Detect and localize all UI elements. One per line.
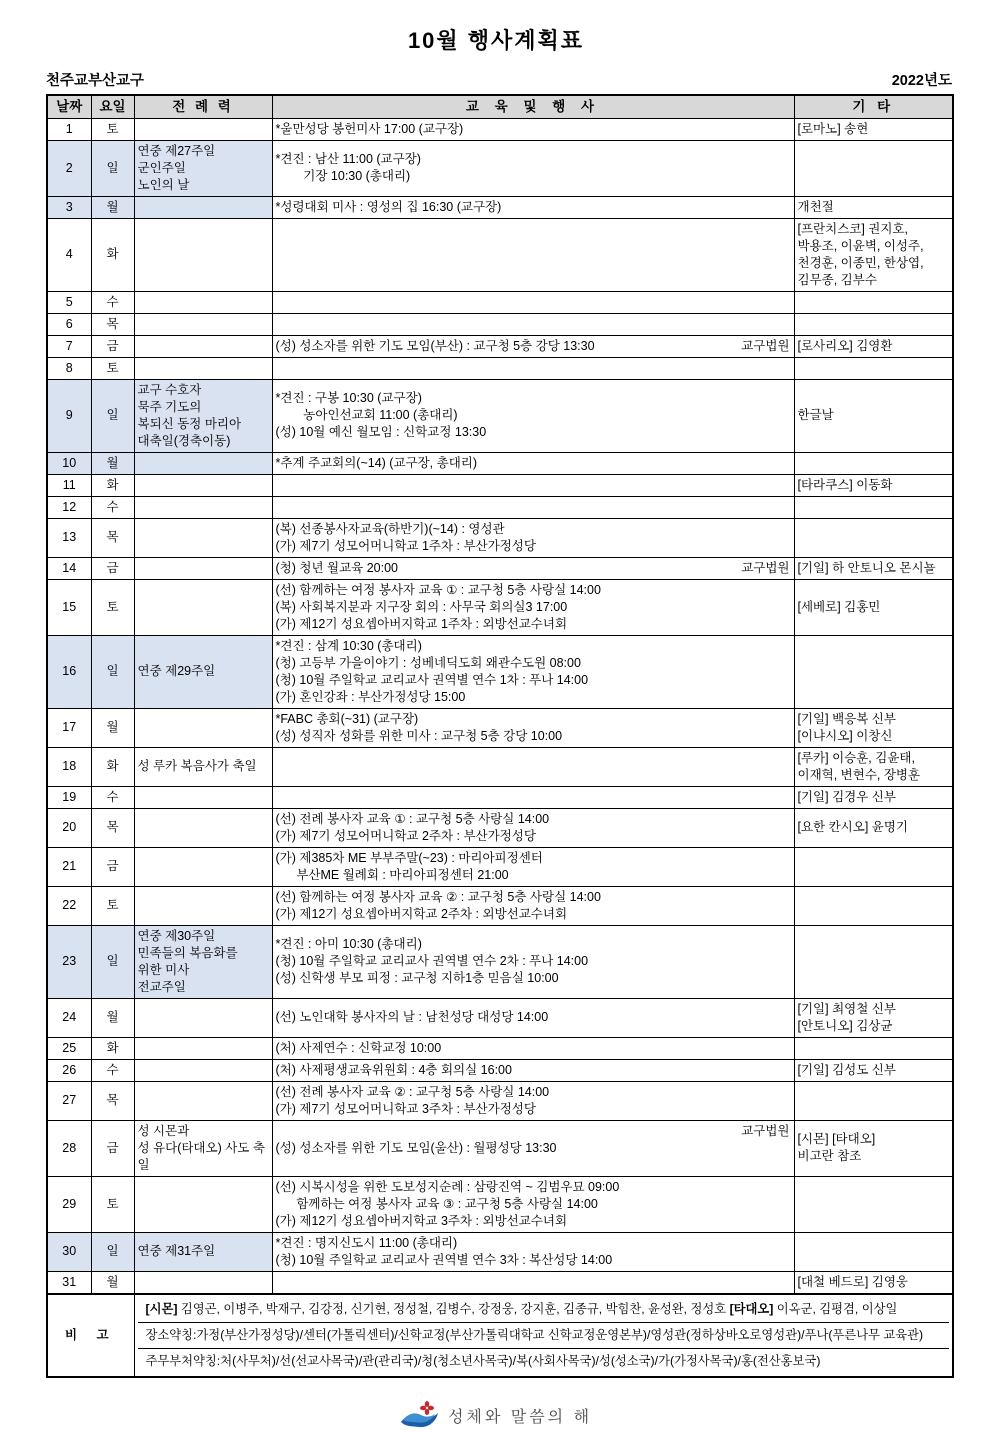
- table-header-row: [47, 95, 953, 118]
- day-cell: 토: [91, 886, 134, 925]
- event-line: (선) 노인대학 봉사자의 날 : 남천성당 대성당 14:00: [275, 1010, 549, 1024]
- date-cell: 12: [47, 496, 91, 518]
- liturgy-line: 대축일(경축이동): [137, 433, 231, 448]
- events-cell: [272, 218, 794, 291]
- day-cell: 화: [91, 474, 134, 496]
- schedule-row: [47, 886, 953, 925]
- liturgy-cell: [134, 196, 272, 218]
- date-cell: 1: [47, 118, 91, 140]
- date-cell: 22: [47, 886, 91, 925]
- day-cell: 화: [91, 747, 134, 786]
- schedule-row: [47, 925, 953, 998]
- day-cell: 토: [91, 579, 134, 635]
- liturgy-cell: [134, 379, 272, 452]
- event-line: *견진 : 남산 11:00 (교구장): [275, 152, 421, 166]
- etc-cell: [794, 118, 953, 140]
- etc-cell: [794, 1176, 953, 1232]
- event-line: (가) 제7기 성모어머니학교 2주차 : 부산가정성당: [275, 828, 536, 843]
- etc-cell: [794, 1037, 953, 1059]
- schedule-row: [47, 747, 953, 786]
- etc-cell: [794, 196, 953, 218]
- date-cell: 23: [47, 925, 91, 998]
- schedule-row: [47, 196, 953, 218]
- events-cell: [272, 140, 794, 196]
- etc-line: [기일] 백응복 신부: [797, 711, 896, 726]
- schedule-row: [47, 218, 953, 291]
- event-line: (가) 혼인강좌 : 부산가정성당 15:00: [275, 689, 466, 704]
- date-cell: 18: [47, 747, 91, 786]
- event-line: 부산ME 월례회 : 마리아피정센터 21:00: [275, 867, 509, 882]
- date-cell: 7: [47, 335, 91, 357]
- etc-cell: [794, 786, 953, 808]
- note-line: 장소약칭:가정(부산가정성당)/센터(가톨릭센터)/신학교정(부산가톨릭대학교 신학교정운영본부)/영성관(정하상바오로영성관)/푸나(푸른나무 교육관): [138, 1323, 950, 1349]
- etc-cell: [794, 886, 953, 925]
- etc-line: 김무종, 김부수: [797, 272, 877, 287]
- events-cell: [272, 118, 794, 140]
- liturgy-cell: [134, 1271, 272, 1294]
- event-line: *견진 : 아미 10:30 (총대리): [275, 937, 422, 951]
- events-cell: [272, 291, 794, 313]
- etc-cell: [794, 998, 953, 1037]
- liturgy-line: 성 시몬과: [137, 1123, 190, 1138]
- date-cell: 15: [47, 579, 91, 635]
- etc-cell: [794, 635, 953, 708]
- liturgy-line: 위한 미사: [137, 962, 190, 977]
- day-cell: 수: [91, 496, 134, 518]
- etc-cell: [794, 291, 953, 313]
- schedule-row: [47, 808, 953, 847]
- events-cell: [272, 335, 794, 357]
- events-cell: [272, 1176, 794, 1232]
- date-cell: 13: [47, 518, 91, 557]
- events-cell: [272, 635, 794, 708]
- note-line: [시몬] 김영곤, 이병주, 박재구, 김강정, 신기현, 정성철, 김병수, 강정웅, 강지훈, 김종규, 박힘찬, 윤성완, 정성호 [타대오] 이옥군, 김평겸, 이상일: [138, 1297, 950, 1323]
- liturgy-cell: [134, 118, 272, 140]
- date-cell: 28: [47, 1120, 91, 1176]
- day-cell: 월: [91, 452, 134, 474]
- schedule-row: [47, 998, 953, 1037]
- date-cell: 26: [47, 1059, 91, 1081]
- etc-line: 비고란 참조: [797, 1149, 862, 1163]
- etc-line: [기일] 최영철 신부: [797, 1001, 896, 1016]
- liturgy-line: 연중 제30주일: [137, 928, 216, 943]
- day-cell: 월: [91, 196, 134, 218]
- date-cell: 27: [47, 1081, 91, 1120]
- day-cell: 일: [91, 1232, 134, 1271]
- date-cell: 19: [47, 786, 91, 808]
- events-cell: [272, 379, 794, 452]
- etc-cell: [794, 1120, 953, 1176]
- liturgy-cell: [134, 452, 272, 474]
- event-line: (가) 제385차 ME 부부주말(~23) : 마리아피정센터: [275, 850, 543, 865]
- event-line: *견진 : 삼계 10:30 (총대리): [275, 638, 422, 653]
- day-cell: 토: [91, 1176, 134, 1232]
- schedule-row: [47, 496, 953, 518]
- schedule-row: [47, 518, 953, 557]
- event-line: 함께하는 여정 봉사자 교육 ③ : 교구청 5층 사랑실 14:00: [275, 1196, 598, 1211]
- events-cell: [272, 998, 794, 1037]
- events-cell: [272, 708, 794, 747]
- liturgy-cell: [134, 496, 272, 518]
- date-cell: 16: [47, 635, 91, 708]
- event-line: (선) 시복시성을 위한 도보성지순례 : 삼랑진역 ~ 김범우묘 09:00: [275, 1179, 620, 1194]
- col-header-date: 날짜: [47, 95, 91, 118]
- event-line: (선) 함께하는 여정 봉사자 교육 ① : 교구청 5층 사랑실 14:00: [275, 582, 601, 597]
- etc-line: [세베로] 김홍민: [797, 599, 881, 614]
- etc-cell: [794, 452, 953, 474]
- event-line: (가) 제12기 성요셉아버지학교 2주차 : 외방선교수녀회: [275, 906, 568, 921]
- etc-line: 이재혁, 변현수, 장병훈: [797, 767, 921, 782]
- event-line: (청) 고등부 가을이야기 : 성베네딕도회 왜관수도원 08:00: [275, 655, 581, 670]
- schedule-row: [47, 313, 953, 335]
- liturgy-cell: [134, 474, 272, 496]
- schedule-row: [47, 474, 953, 496]
- liturgy-line: 군인주일: [137, 160, 186, 175]
- liturgy-line: 성 유다(타대오) 사도 축일: [137, 1140, 265, 1172]
- event-line: (가) 제12기 성요셉아버지학교 1주차 : 외방선교수녀회: [275, 616, 568, 631]
- etc-cell: [794, 313, 953, 335]
- date-cell: 25: [47, 1037, 91, 1059]
- liturgy-line: 민족들의 복음화를: [137, 945, 238, 960]
- etc-line: 개천절: [797, 199, 834, 214]
- liturgy-line: 묵주 기도의: [137, 399, 202, 414]
- schedule-row: [47, 847, 953, 886]
- events-cell: [272, 518, 794, 557]
- schedule-row: [47, 357, 953, 379]
- etc-line: [루카] 이승훈, 김윤태,: [797, 750, 915, 765]
- etc-line: [이냐시오] 이창신: [797, 728, 893, 743]
- etc-line: 천경훈, 이종민, 한상엽,: [797, 255, 924, 270]
- schedule-row: [47, 291, 953, 313]
- col-header-day: 요일: [91, 95, 134, 118]
- etc-line: [대철 베드로] 김영웅: [797, 1274, 908, 1289]
- events-cell: [272, 474, 794, 496]
- liturgy-line: 교구 수호자: [137, 382, 202, 397]
- schedule-row: [47, 579, 953, 635]
- liturgy-cell: [134, 557, 272, 579]
- events-cell: [272, 579, 794, 635]
- events-cell: [272, 1120, 794, 1176]
- liturgy-cell: [134, 635, 272, 708]
- day-cell: 일: [91, 140, 134, 196]
- etc-cell: [794, 335, 953, 357]
- day-cell: 화: [91, 1037, 134, 1059]
- day-cell: 목: [91, 808, 134, 847]
- schedule-table: [46, 94, 954, 1378]
- events-cell: [272, 357, 794, 379]
- liturgy-cell: [134, 291, 272, 313]
- liturgy-cell: [134, 313, 272, 335]
- events-cell: [272, 1059, 794, 1081]
- etc-cell: [794, 496, 953, 518]
- liturgy-cell: [134, 998, 272, 1037]
- date-cell: 29: [47, 1176, 91, 1232]
- schedule-row: [47, 557, 953, 579]
- etc-line: [기일] 김경우 신부: [797, 789, 896, 804]
- date-cell: 11: [47, 474, 91, 496]
- liturgy-cell: [134, 708, 272, 747]
- day-cell: 목: [91, 518, 134, 557]
- etc-line: [로마노] 송현: [797, 121, 869, 136]
- date-cell: 24: [47, 998, 91, 1037]
- events-cell: [272, 1081, 794, 1120]
- date-cell: 6: [47, 313, 91, 335]
- date-cell: 9: [47, 379, 91, 452]
- date-cell: 31: [47, 1271, 91, 1294]
- liturgy-cell: [134, 1120, 272, 1176]
- event-line: (가) 제12기 성요셉아버지학교 3주차 : 외방선교수녀회: [275, 1213, 568, 1228]
- event-line: *추계 주교회의(~14) (교구장, 총대리): [275, 455, 478, 470]
- date-cell: 17: [47, 708, 91, 747]
- schedule-row: [47, 1232, 953, 1271]
- dept-label: 교구법원: [741, 1123, 790, 1138]
- date-cell: 10: [47, 452, 91, 474]
- liturgy-line: 노인의 날: [137, 177, 190, 192]
- footer-slogan: 성체와 말씀의 해: [447, 1409, 593, 1426]
- liturgy-cell: [134, 357, 272, 379]
- liturgy-line: 복되신 동정 마리아: [137, 416, 242, 431]
- day-cell: 월: [91, 1271, 134, 1294]
- liturgy-cell: [134, 218, 272, 291]
- day-cell: 일: [91, 635, 134, 708]
- liturgy-cell: [134, 808, 272, 847]
- etc-line: [요한 칸시오] 윤명기: [797, 820, 908, 834]
- event-line: *성령대회 미사 : 영성의 집 16:30 (교구장): [275, 199, 502, 214]
- event-line: *울만성당 봉헌미사 17:00 (교구장): [275, 121, 464, 136]
- schedule-row: [47, 379, 953, 452]
- day-cell: 금: [91, 1120, 134, 1176]
- day-cell: 금: [91, 557, 134, 579]
- schedule-row: [47, 140, 953, 196]
- etc-cell: [794, 847, 953, 886]
- etc-line: [시몬] [타대오]: [797, 1132, 876, 1146]
- etc-line: [기일] 하 안토니오 몬시뇰: [797, 560, 936, 575]
- liturgy-cell: [134, 1059, 272, 1081]
- day-cell: 목: [91, 1081, 134, 1120]
- event-line: 기장 10:30 (총대리): [275, 169, 411, 183]
- events-cell: [272, 313, 794, 335]
- day-cell: 화: [91, 218, 134, 291]
- day-cell: 수: [91, 1059, 134, 1081]
- events-cell: [272, 557, 794, 579]
- etc-line: [기일] 김성도 신부: [797, 1062, 896, 1077]
- etc-cell: [794, 1232, 953, 1271]
- col-header-liturgy: 전 례 력: [134, 95, 272, 118]
- event-line: *FABC 총회(~31) (교구장): [275, 711, 419, 726]
- event-line: (처) 사제평생교육위원회 : 4층 회의실 16:00: [275, 1062, 512, 1077]
- event-line: (청) 10월 주일학교 교리교사 권역별 연수 2차 : 푸나 14:00: [275, 954, 589, 968]
- note-label: 비 고: [47, 1294, 134, 1377]
- diocese-logo-icon: [400, 1400, 440, 1432]
- date-cell: 5: [47, 291, 91, 313]
- day-cell: 금: [91, 335, 134, 357]
- schedule-row: [47, 1081, 953, 1120]
- event-line: (성) 신학생 부모 피정 : 교구청 지하1층 믿음실 10:00: [275, 971, 559, 985]
- etc-line: [로사리오] 김영환: [797, 338, 893, 353]
- liturgy-cell: [134, 335, 272, 357]
- day-cell: 금: [91, 847, 134, 886]
- note-row: [47, 1294, 953, 1377]
- event-line: (성) 10월 예신 월모임 : 신학교정 13:30: [275, 425, 487, 439]
- liturgy-cell: [134, 579, 272, 635]
- events-cell: [272, 808, 794, 847]
- event-line: (가) 제7기 성모어머니학교 1주차 : 부산가정성당: [275, 538, 536, 553]
- schedule-row: [47, 452, 953, 474]
- etc-cell: [794, 808, 953, 847]
- liturgy-cell: [134, 886, 272, 925]
- etc-cell: [794, 579, 953, 635]
- event-line: *견진 : 구봉 10:30 (교구장): [275, 391, 422, 405]
- etc-cell: [794, 140, 953, 196]
- liturgy-cell: [134, 1081, 272, 1120]
- etc-cell: [794, 747, 953, 786]
- etc-cell: [794, 379, 953, 452]
- schedule-row: [47, 635, 953, 708]
- liturgy-line: 전교주일: [137, 979, 186, 994]
- events-cell: [272, 886, 794, 925]
- liturgy-cell: [134, 518, 272, 557]
- day-cell: 일: [91, 925, 134, 998]
- liturgy-cell: [134, 1037, 272, 1059]
- event-line: (청) 청년 월교육 20:00: [275, 560, 398, 575]
- col-header-etc: 기 타: [794, 95, 953, 118]
- org-name: 천주교부산교구: [46, 73, 145, 89]
- liturgy-cell: [134, 747, 272, 786]
- date-cell: 4: [47, 218, 91, 291]
- liturgy-line: 연중 제27주일: [137, 143, 216, 158]
- events-cell: [272, 786, 794, 808]
- event-line: (성) 성소자를 위한 기도 모임(울산) : 월평성당 13:30: [275, 1140, 557, 1155]
- schedule-row: [47, 335, 953, 357]
- note-body: [134, 1294, 953, 1377]
- day-cell: 토: [91, 118, 134, 140]
- page-title: 10월 행사계획표: [407, 28, 585, 53]
- event-line: (가) 제7기 성모어머니학교 3주차 : 부산가정성당: [275, 1101, 536, 1116]
- liturgy-cell: [134, 925, 272, 998]
- note-line: 주무부처약칭:처(사무처)/선(선교사목국)/관(관리국)/청(청소년사목국)/복(사회사목국)/성(성소국)/가(가정사목국)/홍(전산홍보국): [145, 1353, 821, 1368]
- event-line: (청) 10월 주일학교 교리교사 권역별 연수 3차 : 복산성당 14:00: [275, 1252, 613, 1267]
- event-line: (선) 전례 봉사자 교육 ② : 교구청 5층 사랑실 14:00: [275, 1084, 550, 1099]
- etc-line: [안토니오] 김상균: [797, 1018, 893, 1033]
- schedule-row: [47, 708, 953, 747]
- etc-cell: [794, 1059, 953, 1081]
- etc-line: [타라쿠스] 이동화: [797, 477, 893, 492]
- date-cell: 20: [47, 808, 91, 847]
- schedule-row: [47, 118, 953, 140]
- date-cell: 30: [47, 1232, 91, 1271]
- event-line: (성) 성직자 성화를 위한 미사 : 교구청 5층 강당 10:00: [275, 728, 563, 743]
- event-line: (성) 성소자를 위한 기도 모임(부산) : 교구청 5층 강당 13:30: [275, 338, 595, 353]
- event-line: (선) 함께하는 여정 봉사자 교육 ② : 교구청 5층 사랑실 14:00: [275, 889, 601, 904]
- etc-cell: [794, 218, 953, 291]
- date-cell: 3: [47, 196, 91, 218]
- liturgy-cell: [134, 847, 272, 886]
- event-line: (복) 사회복지분과 지구장 회의 : 사무국 회의실3 17:00: [275, 599, 568, 614]
- events-cell: [272, 1037, 794, 1059]
- meta-row: [46, 69, 952, 90]
- etc-cell: [794, 518, 953, 557]
- events-cell: [272, 196, 794, 218]
- etc-line: 박용조, 이윤벽, 이성주,: [797, 238, 924, 253]
- schedule-row: [47, 786, 953, 808]
- dept-label: 교구법원: [741, 560, 790, 575]
- event-line: (선) 전례 봉사자 교육 ① : 교구청 5층 사랑실 14:00: [275, 811, 550, 826]
- day-cell: 일: [91, 379, 134, 452]
- date-cell: 8: [47, 357, 91, 379]
- day-cell: 월: [91, 998, 134, 1037]
- dept-label: 교구법원: [741, 338, 790, 353]
- liturgy-cell: [134, 786, 272, 808]
- events-cell: [272, 452, 794, 474]
- events-cell: [272, 1232, 794, 1271]
- liturgy-line: 성 루카 복음사가 축일: [137, 759, 257, 773]
- etc-cell: [794, 474, 953, 496]
- event-line: (복) 선종봉사자교육(하반기)(~14) : 영성관: [275, 521, 505, 536]
- etc-cell: [794, 557, 953, 579]
- footer: [0, 1400, 992, 1432]
- event-line: *견진 : 명지신도시 11:00 (총대리): [275, 1235, 458, 1250]
- day-cell: 목: [91, 313, 134, 335]
- events-cell: [272, 496, 794, 518]
- liturgy-line: 연중 제31주일: [137, 1244, 216, 1258]
- event-line: (청) 10월 주일학교 교리교사 권역별 연수 1차 : 푸나 14:00: [275, 672, 589, 687]
- col-header-events: 교 육 및 행 사: [272, 95, 794, 118]
- day-cell: 토: [91, 357, 134, 379]
- etc-cell: [794, 925, 953, 998]
- schedule-row: [47, 1037, 953, 1059]
- events-cell: [272, 747, 794, 786]
- day-cell: 월: [91, 708, 134, 747]
- event-line: (처) 사제연수 : 신학교정 10:00: [275, 1040, 442, 1055]
- etc-line: [프란치스코] 권지호,: [797, 221, 908, 236]
- schedule-body: [47, 118, 953, 1377]
- schedule-row: [47, 1271, 953, 1294]
- events-cell: [272, 1271, 794, 1294]
- etc-cell: [794, 357, 953, 379]
- etc-cell: [794, 708, 953, 747]
- etc-line: 한글날: [797, 408, 834, 422]
- liturgy-cell: [134, 1232, 272, 1271]
- day-cell: 수: [91, 786, 134, 808]
- events-cell: [272, 847, 794, 886]
- date-cell: 2: [47, 140, 91, 196]
- date-cell: 21: [47, 847, 91, 886]
- events-cell: [272, 925, 794, 998]
- year-label: 2022년도: [891, 73, 952, 89]
- event-line: 농아인선교회 11:00 (총대리): [275, 408, 458, 422]
- day-cell: 수: [91, 291, 134, 313]
- liturgy-line: 연중 제29주일: [137, 664, 216, 678]
- etc-cell: [794, 1271, 953, 1294]
- etc-cell: [794, 1081, 953, 1120]
- date-cell: 14: [47, 557, 91, 579]
- liturgy-cell: [134, 140, 272, 196]
- schedule-row: [47, 1176, 953, 1232]
- schedule-row: [47, 1059, 953, 1081]
- schedule-row: [47, 1120, 953, 1176]
- liturgy-cell: [134, 1176, 272, 1232]
